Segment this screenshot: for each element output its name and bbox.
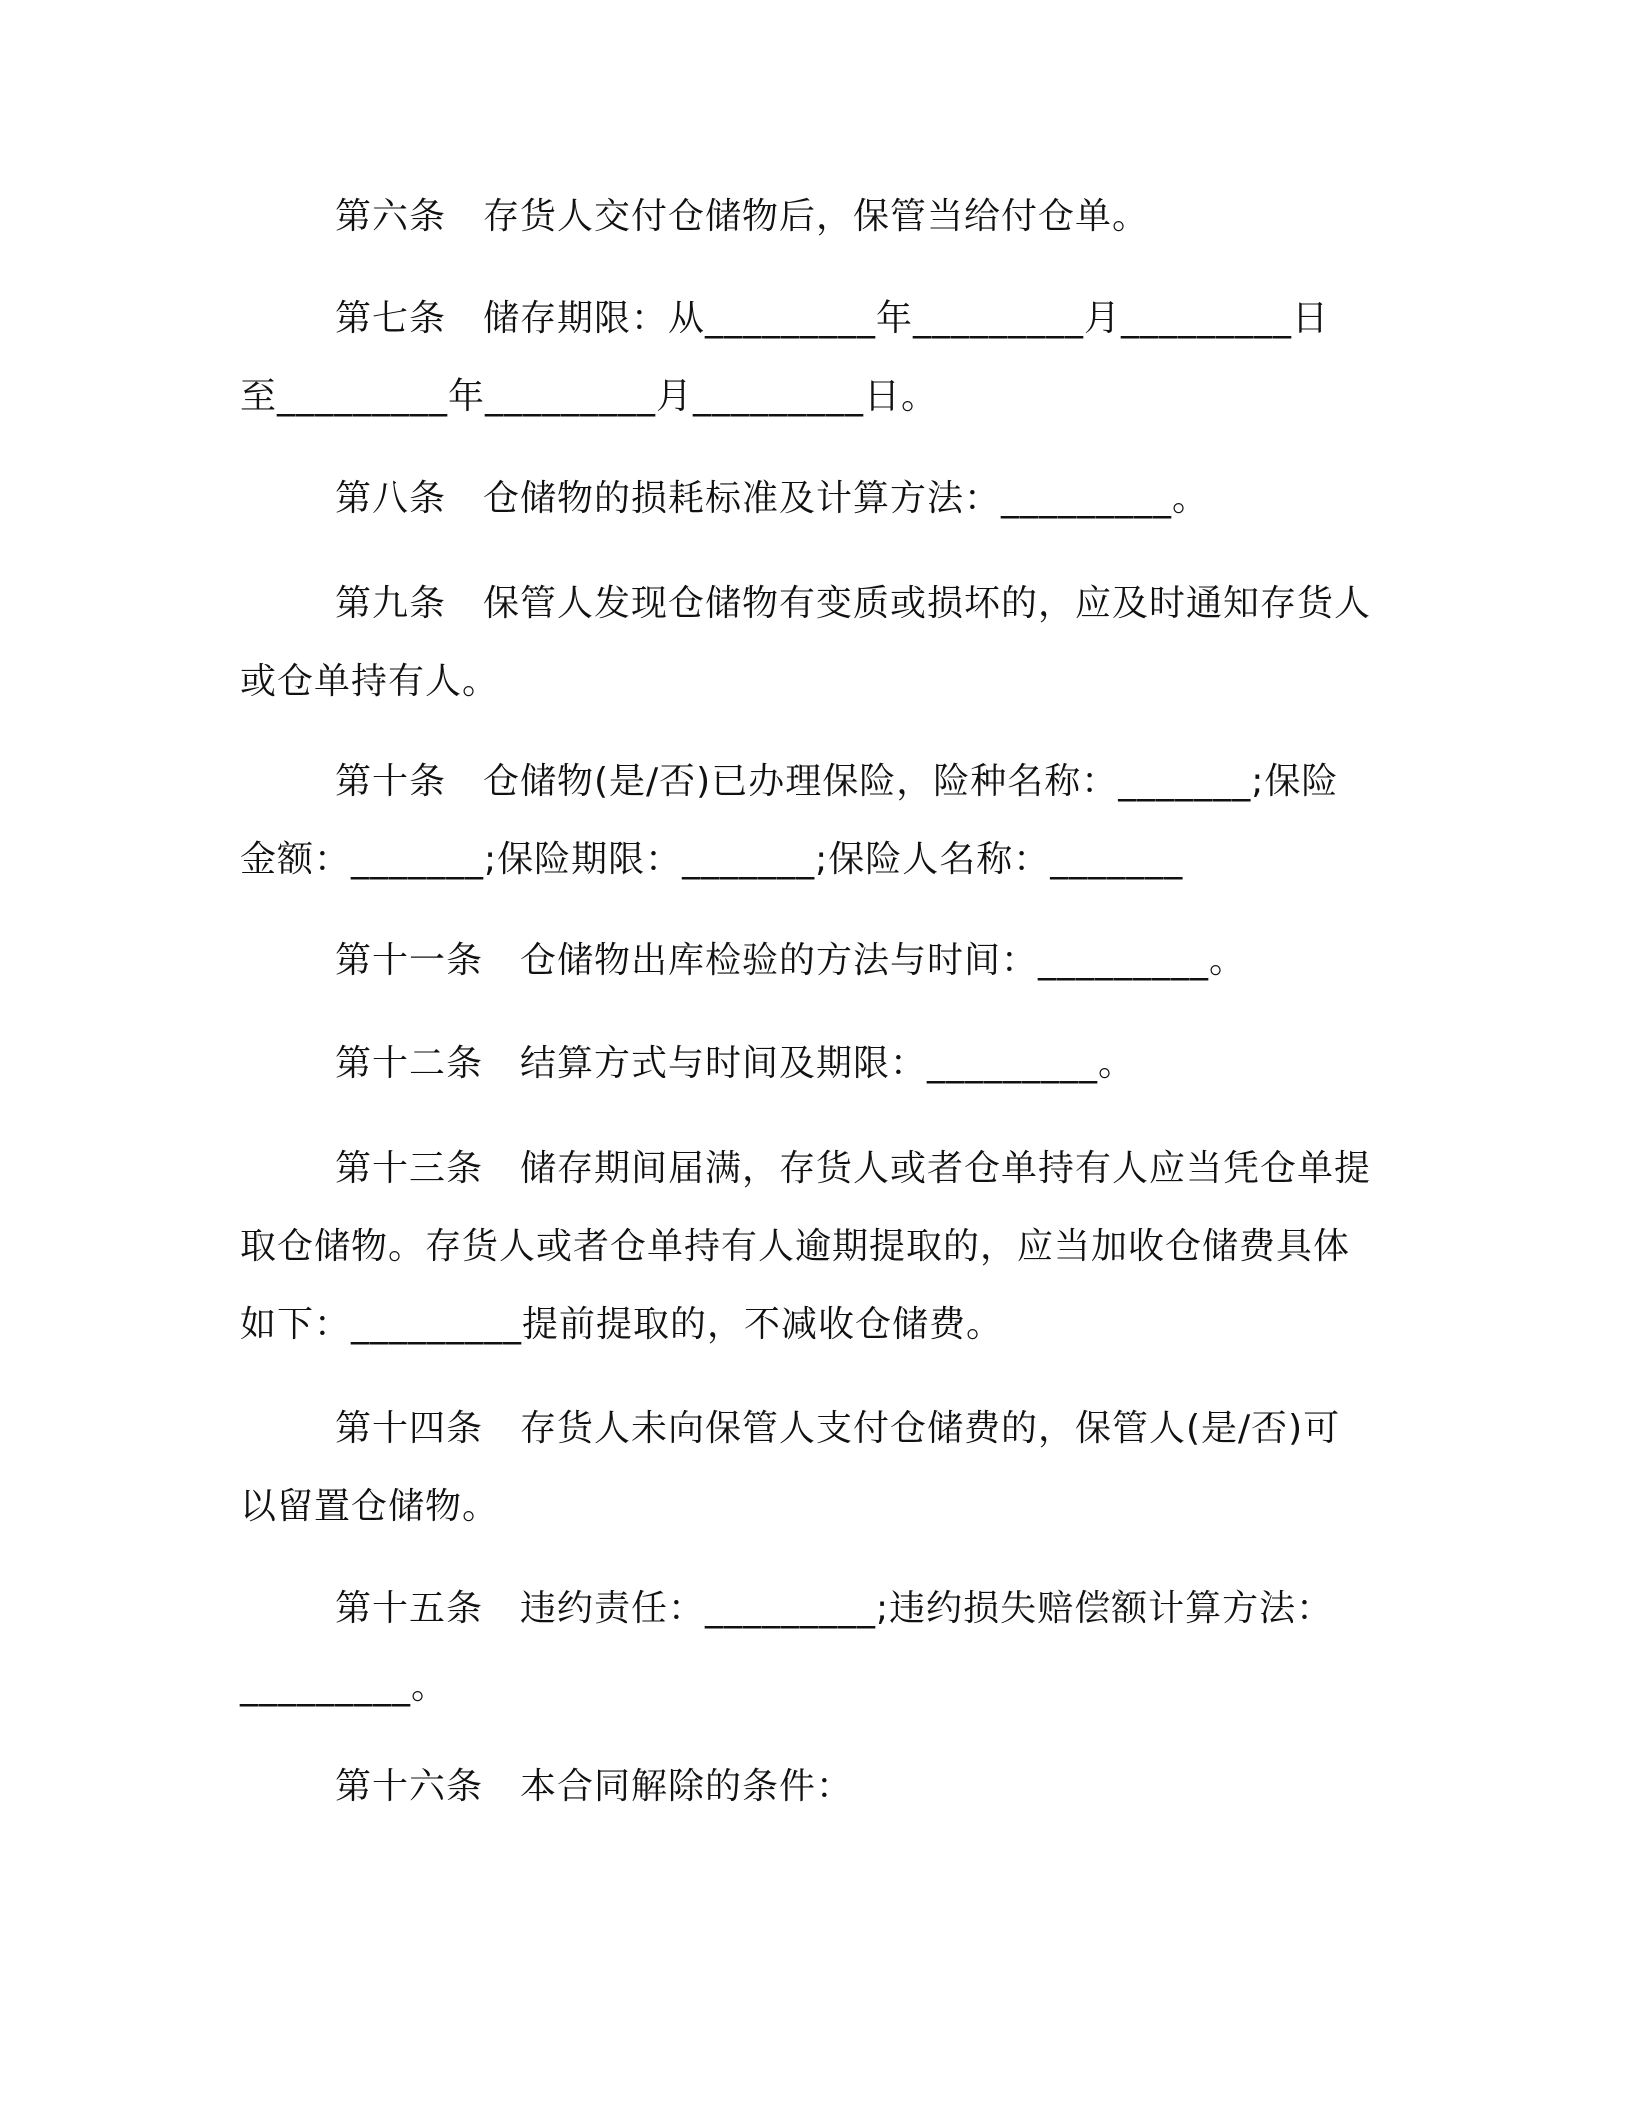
article-7-line-2: 至_________年_________月_________日。 (240, 376, 939, 417)
article-14-line-1: 第十四条 存货人未向保管人支付仓储费的，保管人(是/否)可 (335, 1408, 1341, 1449)
article-11-line-1: 第十一条 仓储物出库检验的方法与时间：_________。 (335, 940, 1247, 981)
article-8 (240, 460, 1420, 538)
article-16 (240, 1748, 1420, 1826)
article-15-line-1: 第十五条 违约责任：_________;违约损失赔偿额计算方法： (335, 1588, 1334, 1629)
article-9-line-1: 第九条 保管人发现仓储物有变质或损坏的，应及时通知存货人 (335, 583, 1372, 624)
article-6-line-1: 第六条 存货人交付仓储物后，保管当给付仓单。 (335, 196, 1150, 237)
article-7 (240, 280, 1420, 436)
article-15 (240, 1570, 1420, 1726)
article-13-line-2: 取仓储物。存货人或者仓单持有人逾期提取的，应当加收仓储费具体 (240, 1226, 1351, 1267)
article-12-line-1: 第十二条 结算方式与时间及期限：_________。 (335, 1043, 1136, 1084)
article-13 (240, 1130, 1420, 1364)
article-16-line-1: 第十六条 本合同解除的条件： (335, 1766, 854, 1807)
article-10-line-1: 第十条 仓储物(是/否)已办理保险，险种名称：_______;保险 (335, 761, 1339, 802)
article-14-line-2: 以留置仓储物。 (240, 1486, 500, 1527)
article-13-line-3: 如下：_________提前提取的，不减收仓储费。 (240, 1304, 1004, 1345)
article-15-line-2: _________。 (240, 1666, 449, 1707)
article-7-line-1: 第七条 储存期限：从_________年_________月_________日 (335, 298, 1330, 339)
article-10 (240, 743, 1420, 899)
article-9-line-2: 或仓单持有人。 (240, 661, 500, 702)
article-8-line-1: 第八条 仓储物的损耗标准及计算方法：_________。 (335, 478, 1210, 519)
article-13-line-1: 第十三条 储存期间届满，存货人或者仓单持有人应当凭仓单提 (335, 1148, 1372, 1189)
article-14 (240, 1390, 1420, 1546)
article-6 (240, 178, 1420, 256)
article-12 (240, 1025, 1420, 1103)
article-9 (240, 565, 1420, 721)
article-11 (240, 922, 1420, 1000)
article-10-line-2: 金额：_______;保险期限：_______;保险人名称：_______ (240, 839, 1184, 880)
